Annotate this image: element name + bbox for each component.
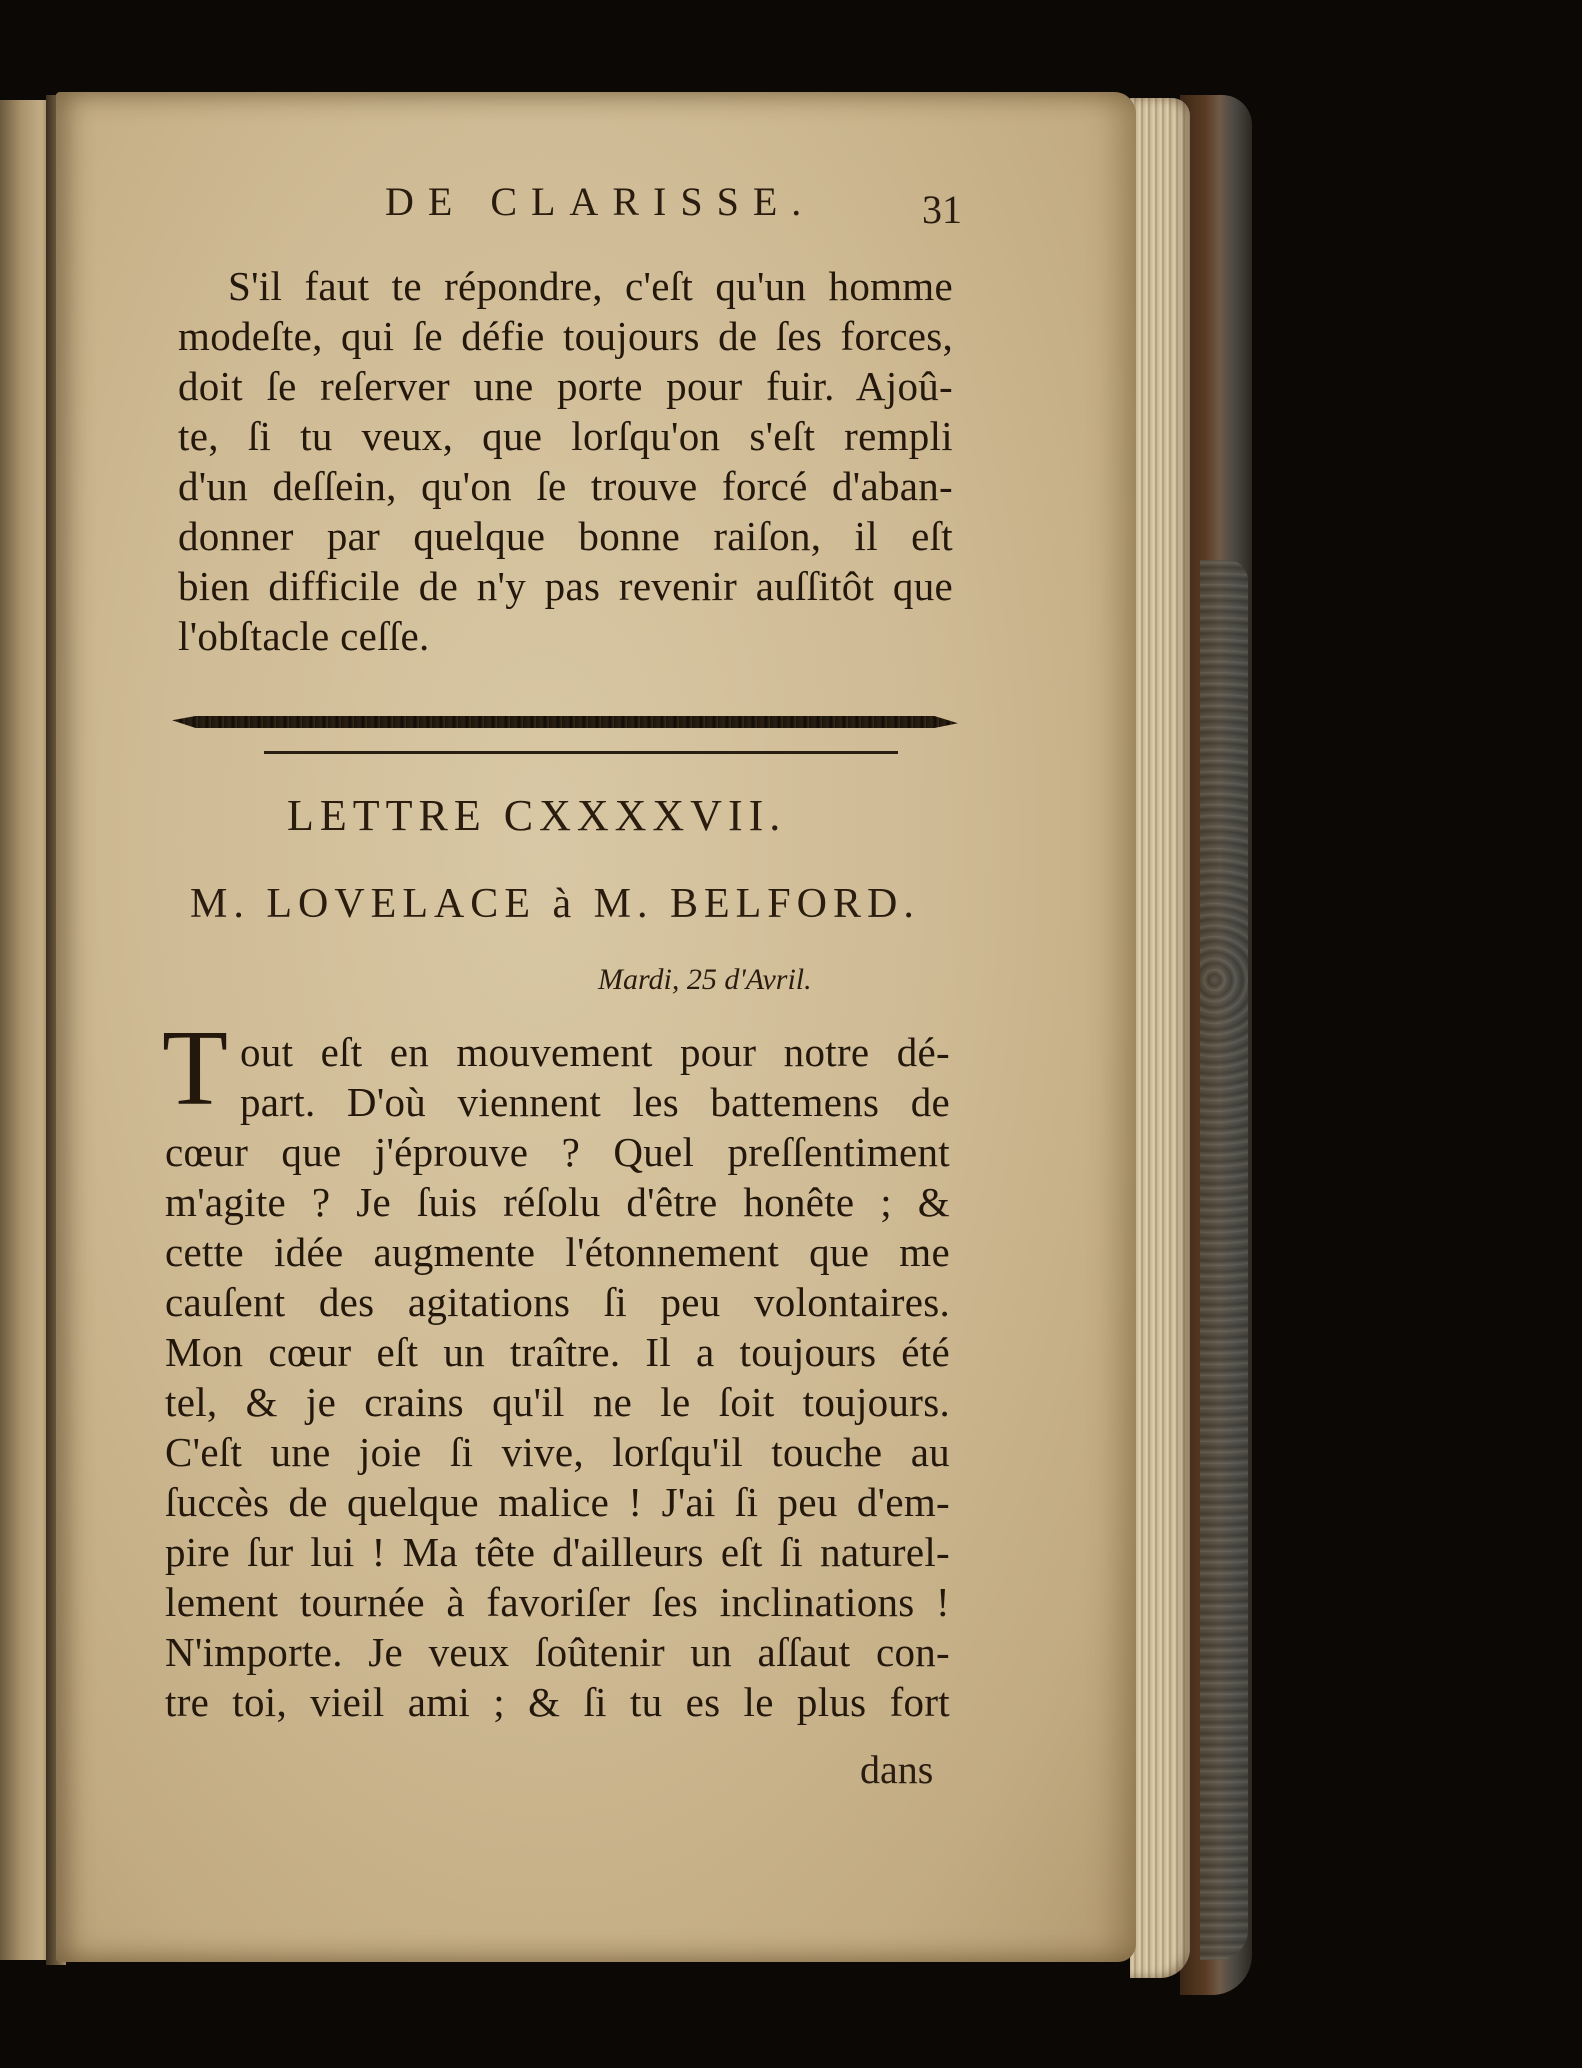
text-line: cauſent des agitations ſi peu volontaires. xyxy=(165,1279,950,1325)
thin-rule xyxy=(264,751,898,754)
text-line: doit ſe reſerver une porte pour fuir. Ajoû- xyxy=(178,363,953,409)
text-line: Mon cœur eſt un traître. Il a toujours été xyxy=(165,1329,950,1375)
letter-heading: LETTRE CXXXXVII. xyxy=(287,791,787,840)
text-line: tel, & je crains qu'il ne le ſoit toujours. xyxy=(165,1379,950,1425)
facing-page-edge xyxy=(0,100,52,1960)
running-head: DE CLARISSE. xyxy=(385,179,816,224)
text-line: part. D'où viennent les battemens de xyxy=(240,1079,950,1125)
text-line: modeſte, qui ſe défie toujours de ſes forces, xyxy=(178,313,953,359)
text-line: S'il faut te répondre, c'eſt qu'un homme xyxy=(228,263,953,309)
page-number: 31 xyxy=(922,187,962,232)
text-line: cette idée augmente l'étonnement que me xyxy=(165,1229,950,1275)
text-line: te, ſi tu veux, que lorſqu'on s'eſt rempli xyxy=(178,413,953,459)
text-line: donner par quelque bonne raiſon, il eſt xyxy=(178,513,953,559)
text-line: d'un deſſein, qu'on ſe trouve forcé d'aban- xyxy=(178,463,953,509)
text-line: lement tournée à favoriſer ſes inclinations ! xyxy=(165,1579,950,1625)
text-line: tre toi, vieil ami ; & ſi tu es le plus fort xyxy=(165,1679,950,1725)
catchword: dans xyxy=(860,1747,934,1792)
correspondents: M. LOVELACE à M. BELFORD. xyxy=(190,881,920,927)
text-line: N'importe. Je veux ſoûtenir un aſſaut con- xyxy=(165,1629,950,1675)
marbled-cover xyxy=(1200,560,1248,1960)
text-line: out eſt en mouvement pour notre dé- xyxy=(240,1029,950,1075)
text-line: pire ſur lui ! Ma tête d'ailleurs eſt ſi naturel- xyxy=(165,1529,950,1575)
drop-cap: T xyxy=(162,1009,228,1128)
text-line: ſuccès de quelque malice ! J'ai ſi peu d'em- xyxy=(165,1479,950,1525)
text-line: C'eſt une joie ſi vive, lorſqu'il touche au xyxy=(165,1429,950,1475)
text-line: m'agite ? Je ſuis réſolu d'être honête ; & xyxy=(165,1179,950,1225)
text-line: cœur que j'éprouve ? Quel preſſentiment xyxy=(165,1129,950,1175)
ornamental-rule xyxy=(172,716,958,728)
text-line: bien difficile de n'y pas revenir auſſitôt que xyxy=(178,563,953,609)
text-line: l'obſtacle ceſſe. xyxy=(178,613,430,659)
dateline: Mardi, 25 d'Avril. xyxy=(598,963,812,996)
page-edges xyxy=(1130,98,1190,1978)
